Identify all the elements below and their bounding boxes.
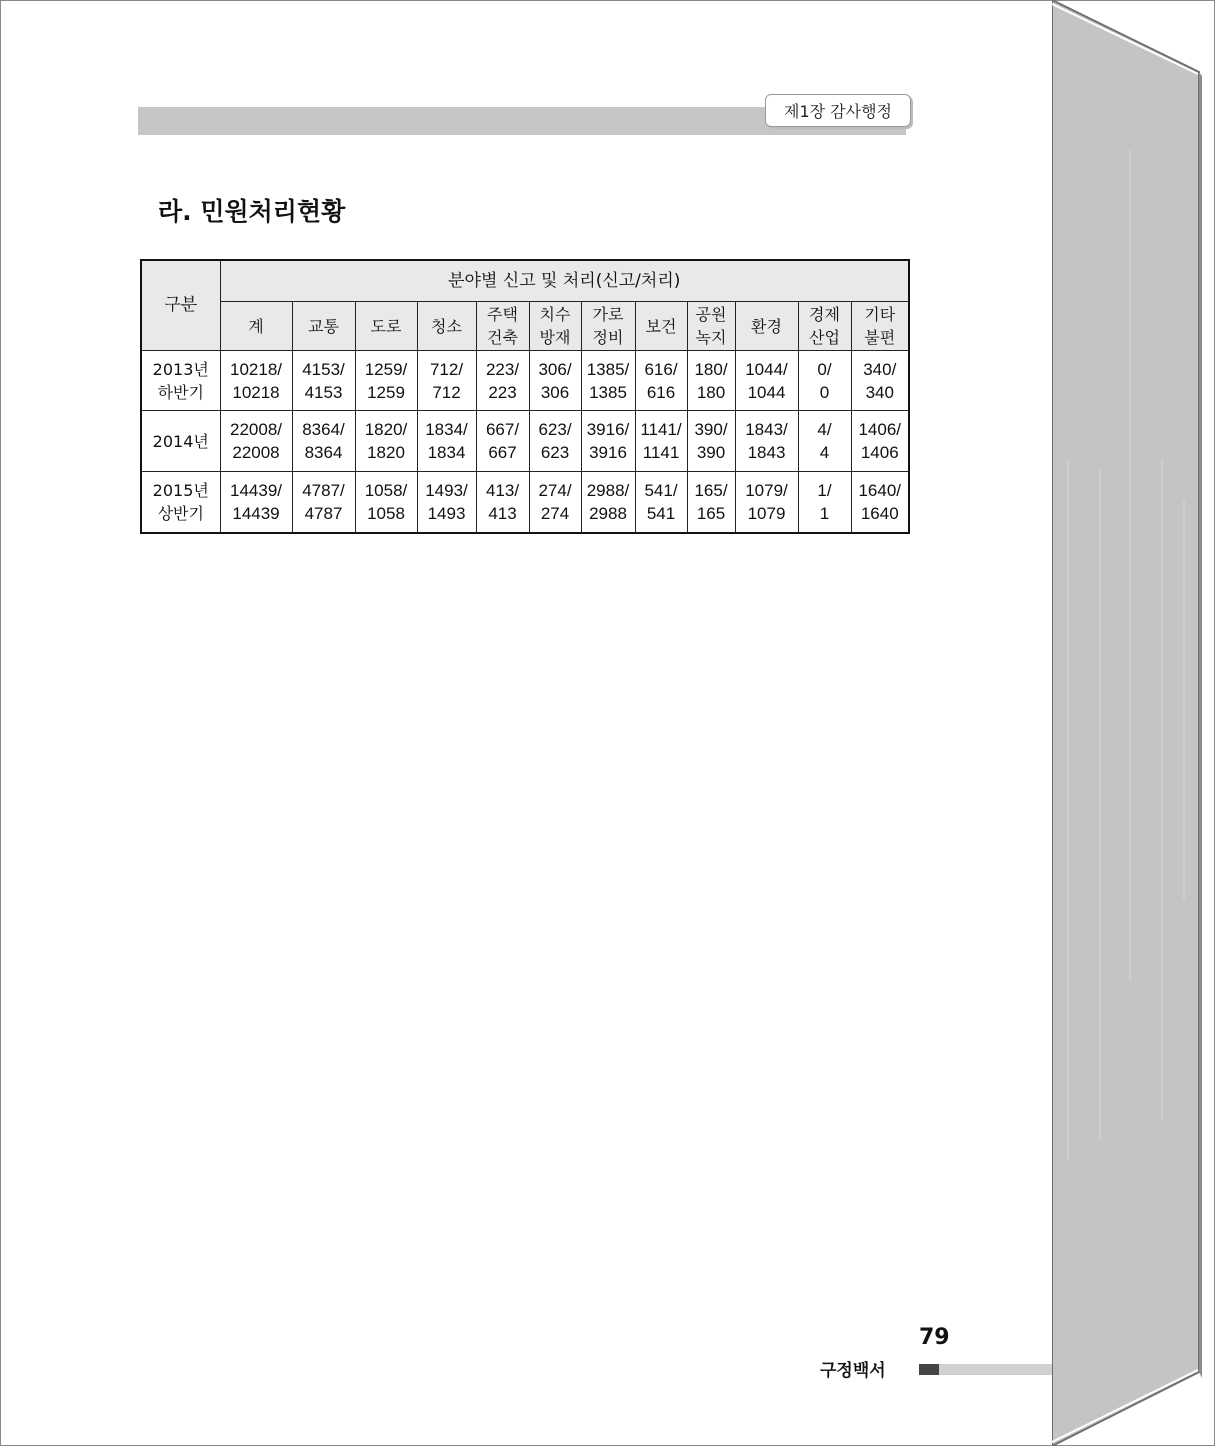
row-label-line: 하반기	[157, 382, 204, 402]
processed-value: 1820	[367, 443, 405, 462]
row-label	[141, 351, 220, 411]
footer-label: 구정백서	[820, 1361, 886, 1381]
row-label-line: 2013년	[152, 359, 209, 379]
processed-value: 1834	[427, 443, 466, 462]
processed-value: 616	[646, 382, 676, 402]
table-cell	[581, 411, 635, 472]
processed-value: 306	[540, 382, 570, 402]
table-cell	[355, 472, 417, 533]
table-row	[141, 411, 909, 472]
reported-value: 274/	[538, 480, 572, 500]
reported-value: 1493/	[425, 480, 468, 500]
reported-value: 1406/	[858, 420, 902, 439]
column-header-line: 산업	[809, 328, 840, 347]
column-header-line: 청소	[431, 316, 462, 336]
table-cell	[476, 472, 529, 533]
footer-bar	[939, 1364, 1052, 1375]
processed-value: 165	[696, 503, 726, 523]
table-cell	[581, 472, 635, 533]
table-body	[141, 351, 909, 533]
row-label-line: 2015년	[152, 480, 209, 500]
table-cell	[220, 411, 292, 472]
page-stack-edge	[1052, 0, 1215, 1446]
processed-value: 4153	[304, 382, 343, 402]
table-cell	[851, 411, 909, 472]
row-label	[141, 472, 220, 533]
processed-value: 2988	[589, 503, 627, 523]
reported-value: 616/	[644, 359, 678, 379]
processed-value: 3916	[589, 443, 627, 462]
reported-value: 4153/	[302, 359, 345, 379]
reported-value: 712/	[429, 359, 464, 379]
reported-value: 390/	[694, 420, 728, 439]
column-header-line: 녹지	[695, 328, 727, 347]
column-header-line: 정비	[592, 328, 624, 347]
column-header-line: 가로	[592, 305, 624, 324]
table-cell	[851, 351, 909, 411]
row-label	[141, 411, 220, 472]
table-cell	[355, 411, 417, 472]
reported-value: 306/	[538, 359, 572, 379]
column-header-line: 건축	[487, 328, 518, 347]
reported-value: 0/	[817, 359, 832, 379]
table-cell	[798, 411, 851, 472]
reported-value: 1044/	[745, 359, 788, 379]
table-cell	[635, 351, 687, 411]
processed-value: 22008	[232, 443, 280, 462]
column-header-line: 불편	[864, 328, 896, 347]
table-cell	[529, 472, 581, 533]
reported-value: 1843/	[745, 420, 788, 439]
table-cell	[735, 351, 798, 411]
processed-value: 1079	[747, 503, 786, 523]
reported-value: 165/	[694, 480, 728, 500]
column-header-line: 교통	[308, 316, 339, 336]
reported-value: 1385/	[586, 359, 630, 379]
column-header-line: 주택	[487, 305, 518, 324]
table-cell	[476, 351, 529, 411]
row-label-line: 상반기	[157, 503, 204, 523]
column-header	[735, 302, 798, 351]
reported-value: 340/	[863, 359, 897, 379]
column-header	[417, 302, 476, 351]
column-header-line: 경제	[809, 305, 840, 324]
processed-value: 1493	[427, 503, 466, 523]
processed-value: 1640	[860, 503, 899, 523]
table-cell	[417, 411, 476, 472]
processed-value: 4787	[304, 503, 343, 523]
table-cell	[355, 351, 417, 411]
column-header	[355, 302, 417, 351]
reported-value: 1834/	[425, 420, 468, 439]
processed-value: 1406	[860, 443, 899, 462]
processed-value: 4	[819, 443, 830, 462]
page-number: 79	[919, 1325, 950, 1350]
reported-value: 1141/	[640, 420, 682, 439]
processed-value: 14439	[232, 503, 280, 523]
processed-value: 541	[646, 503, 676, 523]
processed-value: 1385	[589, 382, 627, 402]
reported-value: 1640/	[858, 480, 902, 500]
table-header-row	[141, 260, 909, 302]
reported-value: 10218/	[230, 359, 282, 379]
table-row	[141, 472, 909, 533]
processed-value: 1259	[367, 382, 405, 402]
chapter-tab: 제1장 감사행정	[765, 94, 911, 127]
column-header	[798, 302, 851, 351]
processed-value: 340	[865, 382, 894, 402]
table-cell	[735, 411, 798, 472]
reported-value: 1058/	[364, 480, 408, 500]
table-row	[141, 351, 909, 411]
processed-value: 223	[488, 382, 517, 402]
processed-value: 390	[696, 443, 726, 462]
reported-value: 14439/	[230, 480, 282, 500]
reported-value: 2988/	[586, 480, 630, 500]
column-header-row	[141, 302, 909, 351]
corner-header: 구분	[141, 260, 220, 351]
table-cell	[735, 472, 798, 533]
column-header	[851, 302, 909, 351]
table-cell	[798, 351, 851, 411]
column-header-line: 계	[248, 316, 264, 336]
table-cell	[529, 411, 581, 472]
table-cell	[635, 472, 687, 533]
footer-mark	[919, 1364, 939, 1375]
column-header	[529, 302, 581, 351]
table-cell	[635, 411, 687, 472]
processed-value: 1044	[747, 382, 786, 402]
table-cell	[220, 351, 292, 411]
column-header	[476, 302, 529, 351]
reported-value: 8364/	[302, 420, 345, 439]
column-header-line: 보건	[645, 316, 677, 336]
table-cell	[687, 351, 735, 411]
column-header	[635, 302, 687, 351]
processed-value: 623	[540, 443, 570, 462]
reported-value: 4/	[817, 420, 832, 439]
table-cell	[220, 472, 292, 533]
processed-value: 413	[488, 503, 517, 523]
table-cell	[687, 411, 735, 472]
table-cell	[687, 472, 735, 533]
processed-value: 1843	[747, 443, 786, 462]
column-header-line: 공원	[695, 305, 727, 324]
processed-value: 1141	[642, 443, 680, 462]
reported-value: 1259/	[364, 359, 408, 379]
reported-value: 4787/	[302, 480, 345, 500]
table-cell	[292, 351, 355, 411]
reported-value: 667/	[485, 420, 520, 439]
processed-value: 10218	[232, 382, 280, 402]
reported-value: 623/	[538, 420, 572, 439]
table-cell	[851, 472, 909, 533]
processed-value: 180	[696, 382, 726, 402]
column-header	[292, 302, 355, 351]
processed-value: 667	[488, 443, 517, 462]
table-cell	[417, 351, 476, 411]
table-cell	[798, 472, 851, 533]
column-header-line: 방재	[539, 328, 571, 347]
table-cell	[529, 351, 581, 411]
row-label-line: 2014년	[152, 431, 209, 451]
table-cell	[292, 411, 355, 472]
column-header-line: 기타	[864, 305, 896, 324]
reported-value: 1/	[817, 480, 832, 500]
column-header	[687, 302, 735, 351]
processed-value: 1	[819, 503, 830, 523]
reported-value: 541/	[644, 480, 678, 500]
table-cell	[476, 411, 529, 472]
section-title: 라. 민원처리현황	[158, 197, 346, 226]
reported-value: 413/	[485, 480, 520, 500]
complaint-status-table	[140, 259, 910, 534]
reported-value: 180/	[694, 359, 728, 379]
group-header: 분야별 신고 및 처리(신고/처리)	[220, 260, 909, 302]
reported-value: 22008/	[230, 420, 282, 439]
table-cell	[292, 472, 355, 533]
reported-value: 223/	[485, 359, 520, 379]
column-header-line: 도로	[370, 316, 402, 336]
column-header	[581, 302, 635, 351]
processed-value: 0	[819, 382, 830, 402]
processed-value: 8364	[304, 443, 343, 462]
reported-value: 1079/	[745, 480, 788, 500]
processed-value: 1058	[367, 503, 405, 523]
column-header	[220, 302, 292, 351]
reported-value: 3916/	[586, 420, 630, 439]
column-header-line: 치수	[539, 305, 571, 324]
processed-value: 274	[540, 503, 570, 523]
table-cell	[417, 472, 476, 533]
table-cell	[581, 351, 635, 411]
column-header-line: 환경	[751, 316, 782, 336]
reported-value: 1820/	[364, 420, 408, 439]
processed-value: 712	[432, 382, 461, 402]
